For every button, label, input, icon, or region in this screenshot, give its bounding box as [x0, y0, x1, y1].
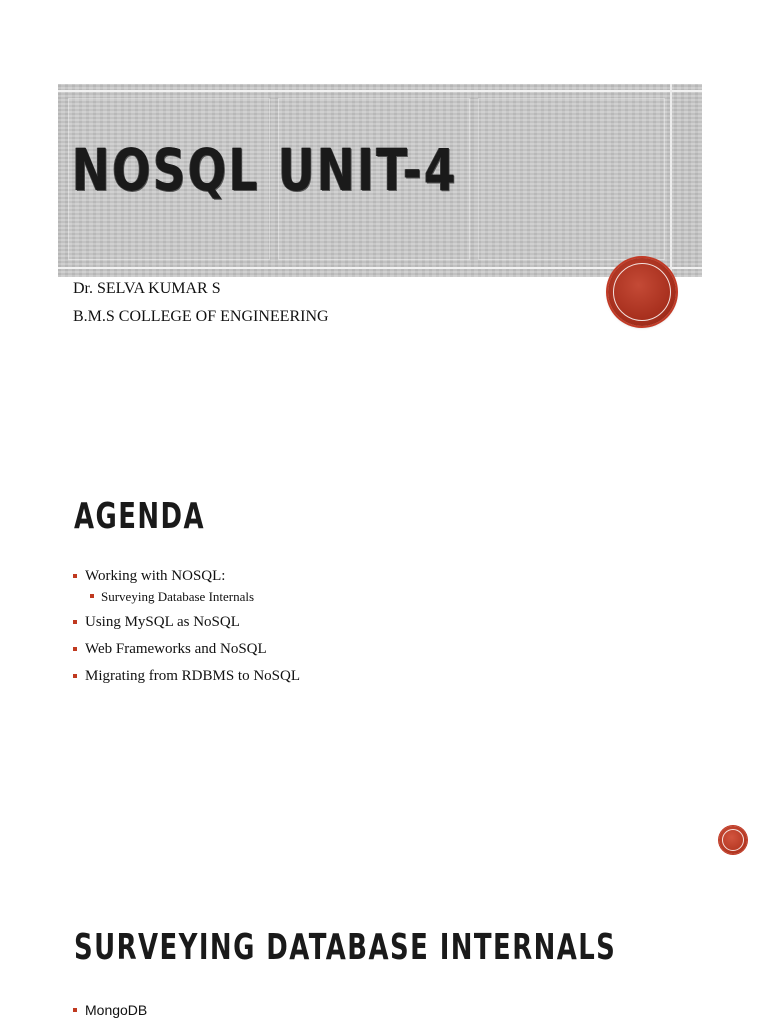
bullet-square-icon [73, 620, 77, 624]
list-item-text: Using MySQL as NoSQL [85, 614, 240, 630]
agenda-slide [0, 440, 768, 875]
list-item-text: Migrating from RDBMS to NoSQL [85, 668, 301, 684]
list-item [73, 1001, 147, 1019]
list-item-text: Working with NOSQL: [85, 568, 226, 584]
title-slide [0, 0, 768, 440]
list-item [73, 667, 300, 686]
content-slide [0, 875, 768, 1024]
title-banner [58, 84, 702, 277]
agenda-list [73, 567, 300, 694]
banner-texture-panel [478, 98, 665, 260]
presentation-title: NOSQL UNIT-4 [72, 136, 458, 204]
bullet-square-icon [90, 594, 94, 598]
banner-divider [670, 84, 672, 277]
list-item-text: Web Frameworks and NoSQL [85, 641, 267, 657]
list-item [73, 613, 300, 632]
bullet-square-icon [73, 674, 77, 678]
sub-list-item [85, 588, 300, 605]
sub-list-item-text: Surveying Database Internals [101, 589, 255, 604]
list-item [73, 640, 300, 659]
slide-heading: SURVEYING DATABASE INTERNALS [74, 927, 617, 968]
institution-name: B.M.S COLLEGE OF ENGINEERING [73, 308, 329, 325]
banner-divider [58, 90, 702, 92]
banner-divider [58, 267, 702, 269]
list-item [73, 567, 300, 605]
list-item-text: MongoDB [85, 1002, 148, 1018]
slide-heading: AGENDA [74, 496, 205, 537]
sub-list [85, 588, 300, 605]
bullet-square-icon [73, 647, 77, 651]
bullet-square-icon [73, 1008, 77, 1012]
accent-circle-icon [719, 826, 747, 854]
content-list [73, 1001, 147, 1019]
bullet-square-icon [73, 574, 77, 578]
accent-circle-icon [608, 258, 676, 326]
author-name: Dr. SELVA KUMAR S [73, 280, 221, 297]
